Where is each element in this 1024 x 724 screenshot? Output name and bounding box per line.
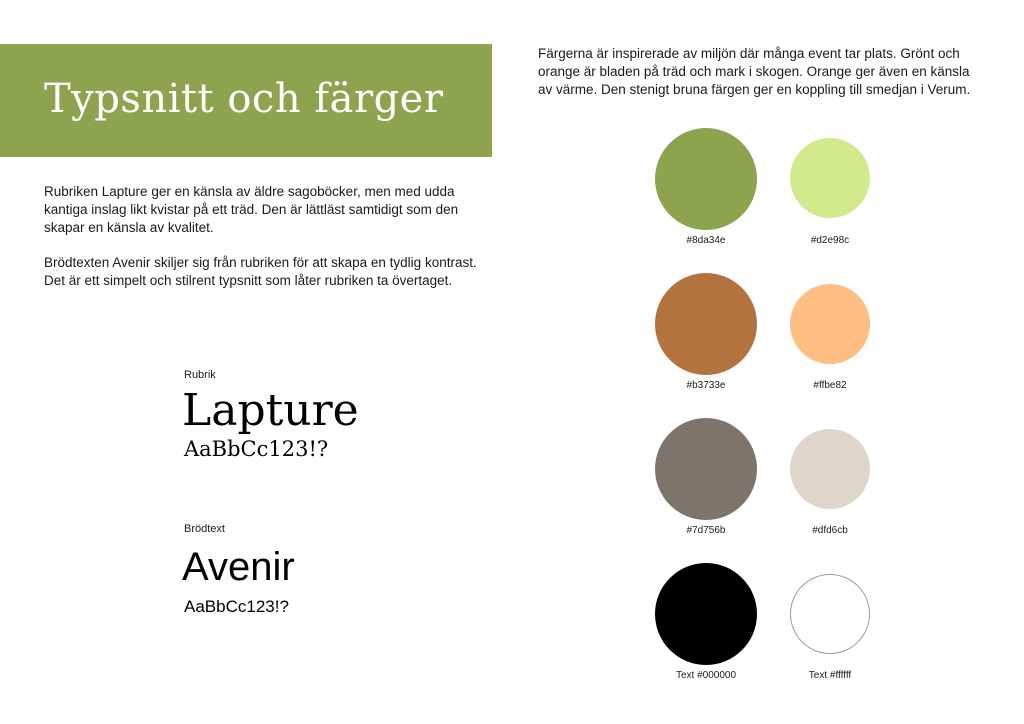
color-swatch (790, 574, 870, 654)
color-swatch-label: #ffbe82 (813, 380, 847, 391)
color-swatch (655, 273, 757, 375)
body-font-name: Avenir (182, 545, 295, 589)
body-font-sample: AaBbCc123!? (184, 597, 289, 616)
heading-font-name: Lapture (182, 385, 359, 436)
title-band (0, 44, 492, 157)
color-swatch-label: Text #000000 (675, 670, 737, 681)
colors-intro-paragraph: Färgerna är inspirerade av miljön där många event tar plats. Grönt och orange är bladen på träd och mark i skogen. Orange ger även en känsla av värme. Den stenigt bruna färgen ger en koppling till smedjan i Verum. (538, 46, 971, 97)
intro-paragraph-heading-font: Rubriken Lapture ger en känsla av äldre sagoböcker, men med udda kantiga inslag likt kvistar på ett träd. Den är lättläst samtidigt som den skapar en känsla av kvalitet. (44, 184, 459, 235)
color-swatch-label: #d2e98c (810, 235, 850, 246)
color-swatch (790, 429, 870, 509)
color-swatch-label: #b3733e (686, 380, 726, 391)
color-swatch (655, 418, 757, 520)
heading-font-sample: AaBbCc123!? (184, 437, 329, 461)
color-swatch (790, 284, 870, 364)
color-swatch (655, 563, 757, 665)
color-swatch-label: Text #ffffff (808, 670, 852, 681)
heading-font-label: Rubrik (184, 369, 216, 381)
intro-paragraph-body-font: Brödtexten Avenir skiljer sig från rubriken för att skapa en tydlig kontrast. Det är ett simpelt och stilrent typsnitt som låter rubriken ta övertaget. (44, 255, 477, 288)
color-swatch-label: #8da34e (686, 235, 726, 246)
color-swatch-label: #dfd6cb (812, 525, 848, 536)
color-swatch (655, 128, 757, 230)
page-title: Typsnitt och färger (44, 76, 444, 122)
color-swatch (790, 138, 870, 218)
color-swatch-label: #7d756b (686, 525, 726, 536)
body-font-label: Brödtext (184, 523, 225, 535)
